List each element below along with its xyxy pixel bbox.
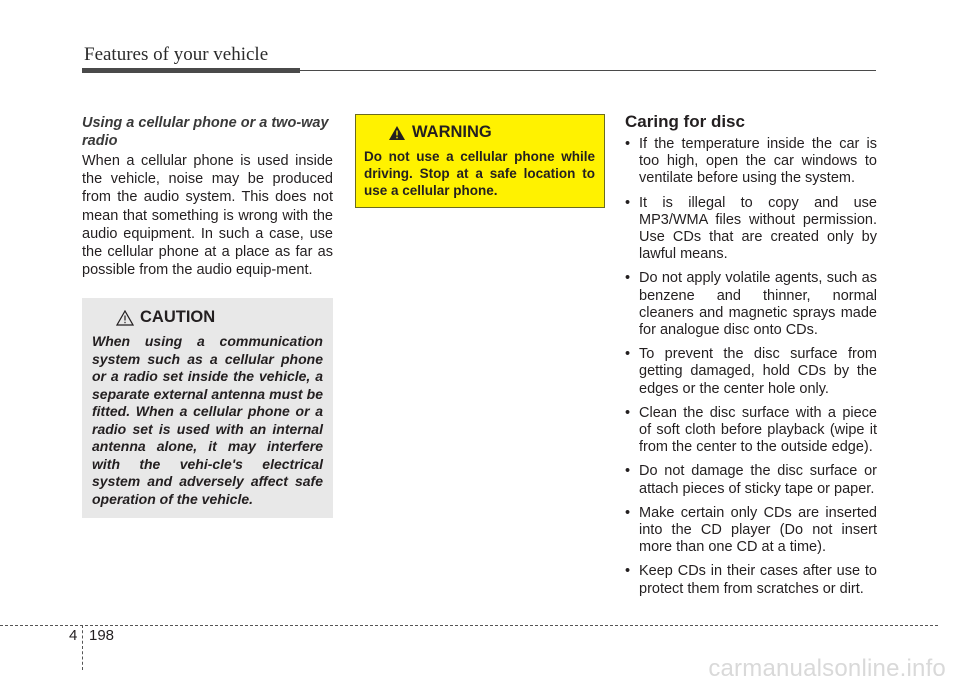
watermark: carmanualsonline.info [708, 655, 946, 682]
caution-triangle-icon [116, 310, 134, 326]
page-number: 198 [89, 627, 115, 644]
bullet-icon: • [625, 404, 631, 421]
chapter-number: 4 [69, 627, 78, 644]
bullet-icon: • [625, 270, 631, 287]
section-subheading: Using a cellular phone or a two-way radio [82, 115, 329, 149]
warning-triangle-icon [388, 125, 406, 141]
list-item-text: Clean the disc surface with a piece of soft cloth before playback (wipe it from the center to the outside edge). [639, 404, 877, 456]
list-item-text: If the temperature inside the car is too high, open the car windows to ventilate before using the system. [639, 136, 877, 187]
list-item-text: It is illegal to copy and use MP3/WMA files without permission. Use CDs that are created only by lawful means. [639, 194, 877, 263]
section-title: Caring for disc [625, 112, 745, 131]
list-item [625, 195, 877, 264]
footer-rule [0, 625, 938, 626]
page-header-title: Features of your vehicle [84, 44, 269, 65]
list-item-text: Do not apply volatile agents, such as benzene and thinner, normal cleaners and magnetic sprays made for analogue disc onto CDs. [639, 270, 877, 339]
warning-text: Do not use a cellular phone while driving. Stop at a safe location to use a cellular phone. [364, 149, 595, 198]
disc-care-list [625, 136, 877, 605]
caution-title: CAUTION [140, 308, 216, 326]
list-item [625, 463, 877, 497]
warning-box [355, 114, 605, 208]
list-item-text: To prevent the disc surface from getting damaged, hold CDs by the edges or the center hole only. [639, 346, 877, 397]
caution-text: When using a communication system such as a cellular phone or a radio set inside the vehicle, a separate external antenna must be fitted. When a cellular phone or a radio set is used with an internal antenna alone, it may interfere with the vehi-cle's electrical system and adversely affect safe operation of the vehicle. [92, 333, 323, 507]
header-rule [300, 70, 876, 71]
header-bar [82, 68, 300, 73]
bullet-icon: • [625, 504, 631, 521]
caution-header [116, 308, 323, 327]
list-item [625, 505, 877, 557]
list-item [625, 346, 877, 398]
list-item-text: Keep CDs in their cases after use to protect them from scratches or dirt. [639, 563, 877, 597]
list-item [625, 563, 877, 597]
list-item-text: Do not damage the disc surface or attach pieces of sticky tape or paper. [639, 463, 877, 497]
bullet-icon: • [625, 346, 631, 363]
bullet-icon: • [625, 563, 631, 580]
caution-box [82, 298, 333, 518]
list-item [625, 405, 877, 457]
body-paragraph: When a cellular phone is used inside the vehicle, noise may be produced from the audio system. This does not mean that something is wrong with the audio equipment. In such a case, use the cellular phone at a place as far as possible from the audio equip-ment. [82, 153, 333, 279]
footer-divider [82, 625, 83, 670]
bullet-icon: • [625, 463, 631, 480]
list-item [625, 270, 877, 339]
list-item-text: Make certain only CDs are inserted into the CD player (Do not insert more than one CD at a time). [639, 504, 877, 556]
list-item [625, 136, 877, 188]
bullet-icon: • [625, 136, 631, 152]
warning-title: WARNING [412, 123, 492, 141]
warning-header [388, 123, 595, 142]
bullet-icon: • [625, 194, 631, 211]
